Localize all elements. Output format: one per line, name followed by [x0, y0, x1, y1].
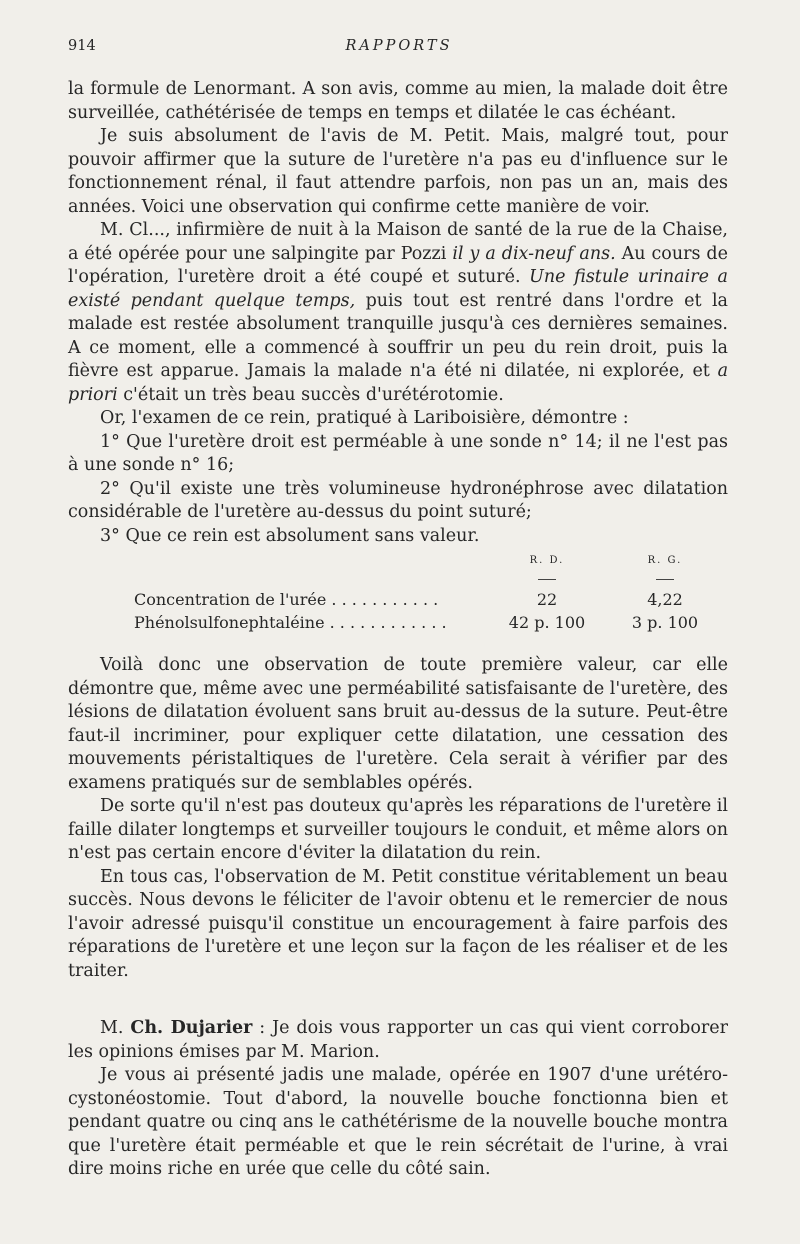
- text-run: Au cours de l'opération, l'uretère droit a été coupé et suturé.: [68, 243, 728, 287]
- text-run: : Je dois vous rapporter un cas qui vient corroborer les opinions émises par M. Marion.: [68, 1018, 728, 1062]
- paragraph: Or, l'examen de ce rein, pratiqué à Lariboisière, démontre :: [100, 408, 629, 428]
- table-row: [68, 588, 728, 611]
- italic-run: a priori: [68, 361, 728, 405]
- text-run: puis tout est rentré dans l'ordre et la malade est restée absolument tranquille jusqu'à ces dernières semaines. A ce moment, elle a commencé à souffrir un peu du rein droit, puis la fièvre est apparue. Jamais la malade n'a été ni dilatée, ni explorée, et: [68, 290, 728, 381]
- column-header-rd: R. D.: [529, 555, 565, 566]
- paragraph-speaker: [68, 1017, 728, 1064]
- paragraph: De sorte qu'il n'est pas douteux qu'après les réparations de l'uretère il faille dilater longtemps et surveiller toujours le conduit, et même alors on n'est pas certain encore d'éviter la dilatation du rein.: [68, 796, 728, 863]
- text-run: M.: [100, 1018, 131, 1038]
- list-item: 2° Qu'il existe une très volumineuse hydronéphrose avec dilatation considérable de l'uretère au-dessus du point suturé;: [68, 478, 728, 522]
- paragraph-observation: [68, 219, 728, 407]
- header-dash: [656, 579, 674, 580]
- list-item: 1° Que l'uretère droit est perméable à une sonde n° 14; il ne l'est pas à une sonde n° 16;: [68, 431, 728, 475]
- paragraph: la formule de Lenormant. A son avis, comme au mien, la malade doit être surveillée, cathétérisée de temps en temps et dilatée le cas échéant.: [68, 79, 728, 123]
- page-header: [68, 38, 730, 62]
- text-run: c'était un très beau succès d'urétérotomie.: [117, 384, 504, 405]
- table-rule-row: [68, 570, 728, 588]
- header-dash: [538, 579, 556, 580]
- results-table: [68, 552, 728, 634]
- italic-run: il y a dix-neuf ans.: [452, 243, 616, 264]
- cell-rd: 42 p. 100: [508, 613, 586, 632]
- cell-rd: 22: [536, 590, 558, 609]
- running-title: RAPPORTS: [345, 38, 453, 54]
- row-label: Phénolsulfonephtaléine . . . . . . . . . . . .: [134, 613, 447, 632]
- paragraph: Voilà donc une observation de toute première valeur, car elle démontre que, même avec une perméabilité satisfaisante de l'uretère, des lésions de dilatation évoluent sans bruit au-dessus de la suture. Peut-être faut-il incriminer, pour expliquer cette dilatation, une cessation des mouvements péristaltiques de l'uretère. Cela serait à vérifier par des examens pratiqués sur de semblables opérés.: [68, 655, 728, 793]
- paragraph: En tous cas, l'observation de M. Petit constitue véritablement un beau succès. Nous devons le féliciter de l'avoir obtenu et le remercier de nous l'avoir adressé puisqu'il constitue un encouragement à faire parfois des réparations de l'uretère et une leçon sur la façon de les réaliser et de les traiter.: [68, 866, 728, 981]
- row-label: Concentration de l'urée . . . . . . . . . . .: [134, 590, 439, 609]
- cell-rg: 4,22: [647, 590, 683, 609]
- italic-run: Une fistule urinaire a existé pendant quelque temps,: [68, 267, 728, 311]
- text-run: M. Cl..., infirmière de nuit à la Maison de santé de la rue de la Chaise, a été opérée pour une salpingite par Pozzi: [68, 220, 728, 264]
- paragraph: Je vous ai présenté jadis une malade, opérée en 1907 d'une urétéro-cystonéostomie. Tout d'abord, la nouvelle bouche fonctionna bien et pendant quatre ou cinq ans le cathétérisme de la nouvelle bouche montra que l'uretère était perméable et que le rein sécrétait de l'urine, à vrai dire moins riche en urée que celle du côté sain.: [68, 1065, 728, 1179]
- paragraph: Je suis absolument de l'avis de M. Petit. Mais, malgré tout, pour pouvoir affirmer que la suture de l'uretère n'a pas eu d'influence sur le fonctionnement rénal, il faut attendre parfois, non pas un an, mais des années. Voici une observation qui confirme cette manière de voir.: [68, 126, 728, 217]
- cell-rg: 3 p. 100: [631, 613, 699, 632]
- column-header-rg: R. G.: [647, 555, 683, 566]
- list-item: 3° Que ce rein est absolument sans valeur.: [100, 525, 480, 546]
- speaker-name: Ch. Dujarier: [130, 1018, 253, 1038]
- table-header-row: [68, 552, 728, 570]
- section-gap: [68, 983, 728, 1017]
- page-number: 914: [68, 38, 96, 54]
- body-text: [68, 78, 728, 1182]
- table-row: [68, 611, 728, 634]
